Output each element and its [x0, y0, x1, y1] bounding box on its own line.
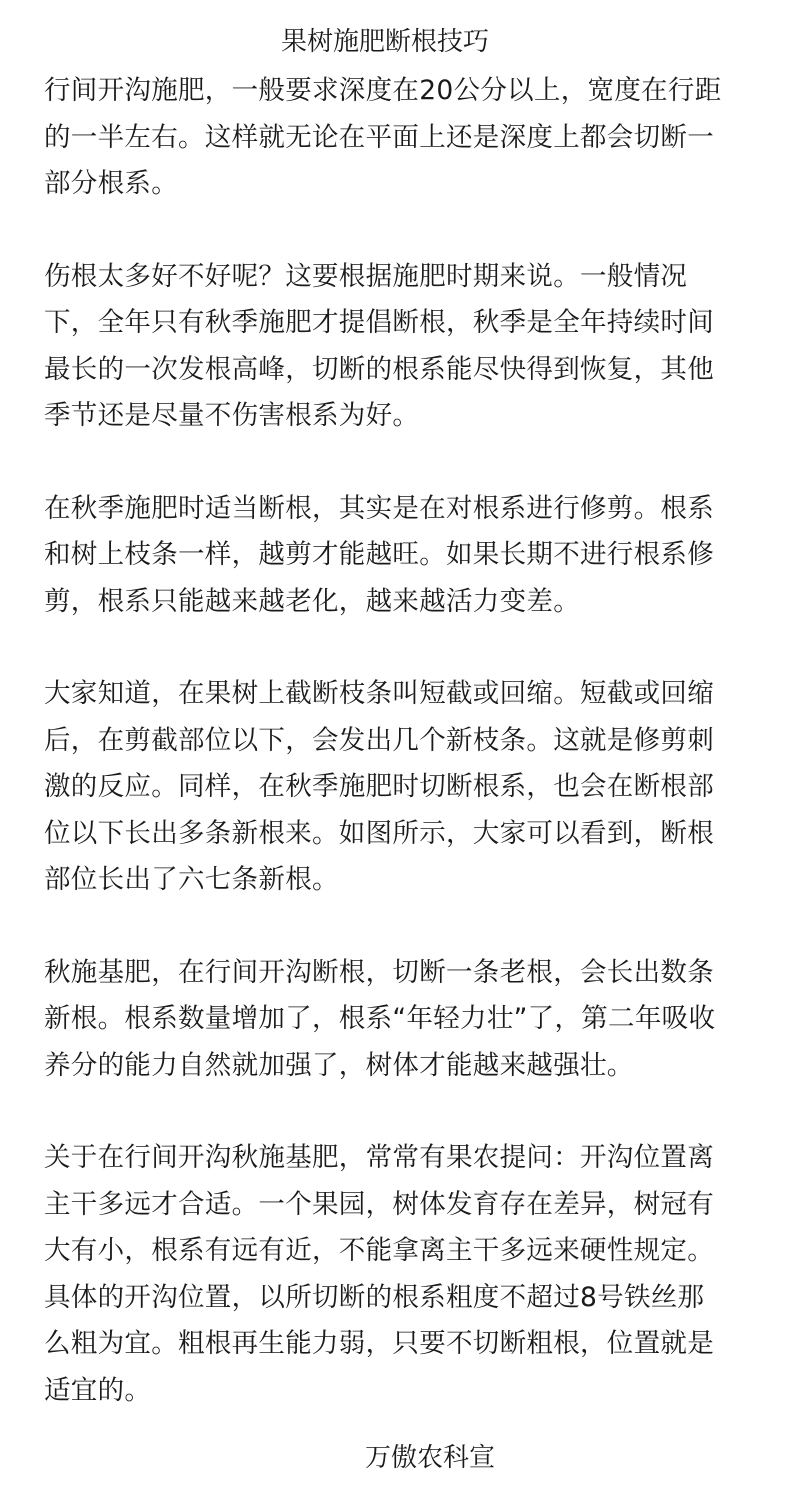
- text-line: 关于在行间开沟秋施基肥，常常有果农提问：开沟位置离: [44, 1142, 714, 1173]
- text-line: 行间开沟施肥，一般要求深度在20公分以上，宽度在行距: [44, 75, 722, 106]
- text-line: 的一半左右。这样就无论在平面上还是深度上都会切断一: [44, 121, 714, 153]
- text-line: 后，在剪截部位以下，会发出几个新枝条。这就是修剪刺: [44, 724, 714, 756]
- article-signature: 万傲农科宣: [364, 1443, 495, 1473]
- text-line: 伤根太多好不好呢？这要根据施肥时期来说。一般情况: [44, 260, 688, 292]
- text-line: 大家知道，在果树上截断枝条叫短截或回缩。短截或回缩: [44, 678, 714, 709]
- text-line: 位以下长出多条新根来。如图所示，大家可以看到，断根: [44, 817, 714, 849]
- text-line: 季节还是尽量不伤害根系为好。: [44, 400, 420, 431]
- text-line: 么粗为宜。粗根再生能力弱，只要不切断粗根，位置就是: [44, 1328, 714, 1359]
- paragraph-6: [44, 1135, 756, 1414]
- paragraph-4: [44, 671, 756, 904]
- text-line: 养分的能力自然就加强了，树体才能越来越强壮。: [44, 1049, 634, 1081]
- text-line: 在秋季施肥时适当断根，其实是在对根系进行修剪。根系: [44, 492, 714, 524]
- paragraph-2: [44, 254, 756, 440]
- text-line: 适宜的。: [44, 1374, 152, 1406]
- text-line: 和树上枝条一样，越剪才能越旺。如果长期不进行根系修: [44, 539, 714, 570]
- paragraph-1: [44, 68, 756, 208]
- text-line: 部分根系。: [44, 168, 178, 199]
- text-line: 主干多远才合适。一个果园，树体发育存在差异，树冠有: [44, 1188, 714, 1220]
- paragraph-3: [44, 486, 756, 626]
- article-body: [44, 68, 756, 1460]
- text-line: 部位长出了六七条新根。: [44, 864, 339, 895]
- text-line: 具体的开沟位置，以所切断的根系粗度不超过8号铁丝那: [44, 1281, 705, 1313]
- text-line: 新根。根系数量增加了，根系“年轻力壮”了，第二年吸收: [44, 1003, 716, 1034]
- text-line: 下，全年只有秋季施肥才提倡断根，秋季是全年持续时间: [44, 307, 714, 338]
- article-title: 果树施肥断根技巧: [280, 27, 489, 57]
- text-line: 大有小，根系有远有近，不能拿离主干多远来硬性规定。: [44, 1235, 714, 1266]
- text-line: 激的反应。同样，在秋季施肥时切断根系，也会在断根部: [44, 771, 714, 802]
- text-line: 秋施基肥，在行间开沟断根，切断一条老根，会长出数条: [44, 956, 714, 988]
- paragraph-5: [44, 950, 756, 1090]
- text-line: 剪，根系只能越来越老化，越来越活力变差。: [44, 585, 580, 617]
- text-line: 最长的一次发根高峰，切断的根系能尽快得到恢复，其他: [44, 353, 714, 385]
